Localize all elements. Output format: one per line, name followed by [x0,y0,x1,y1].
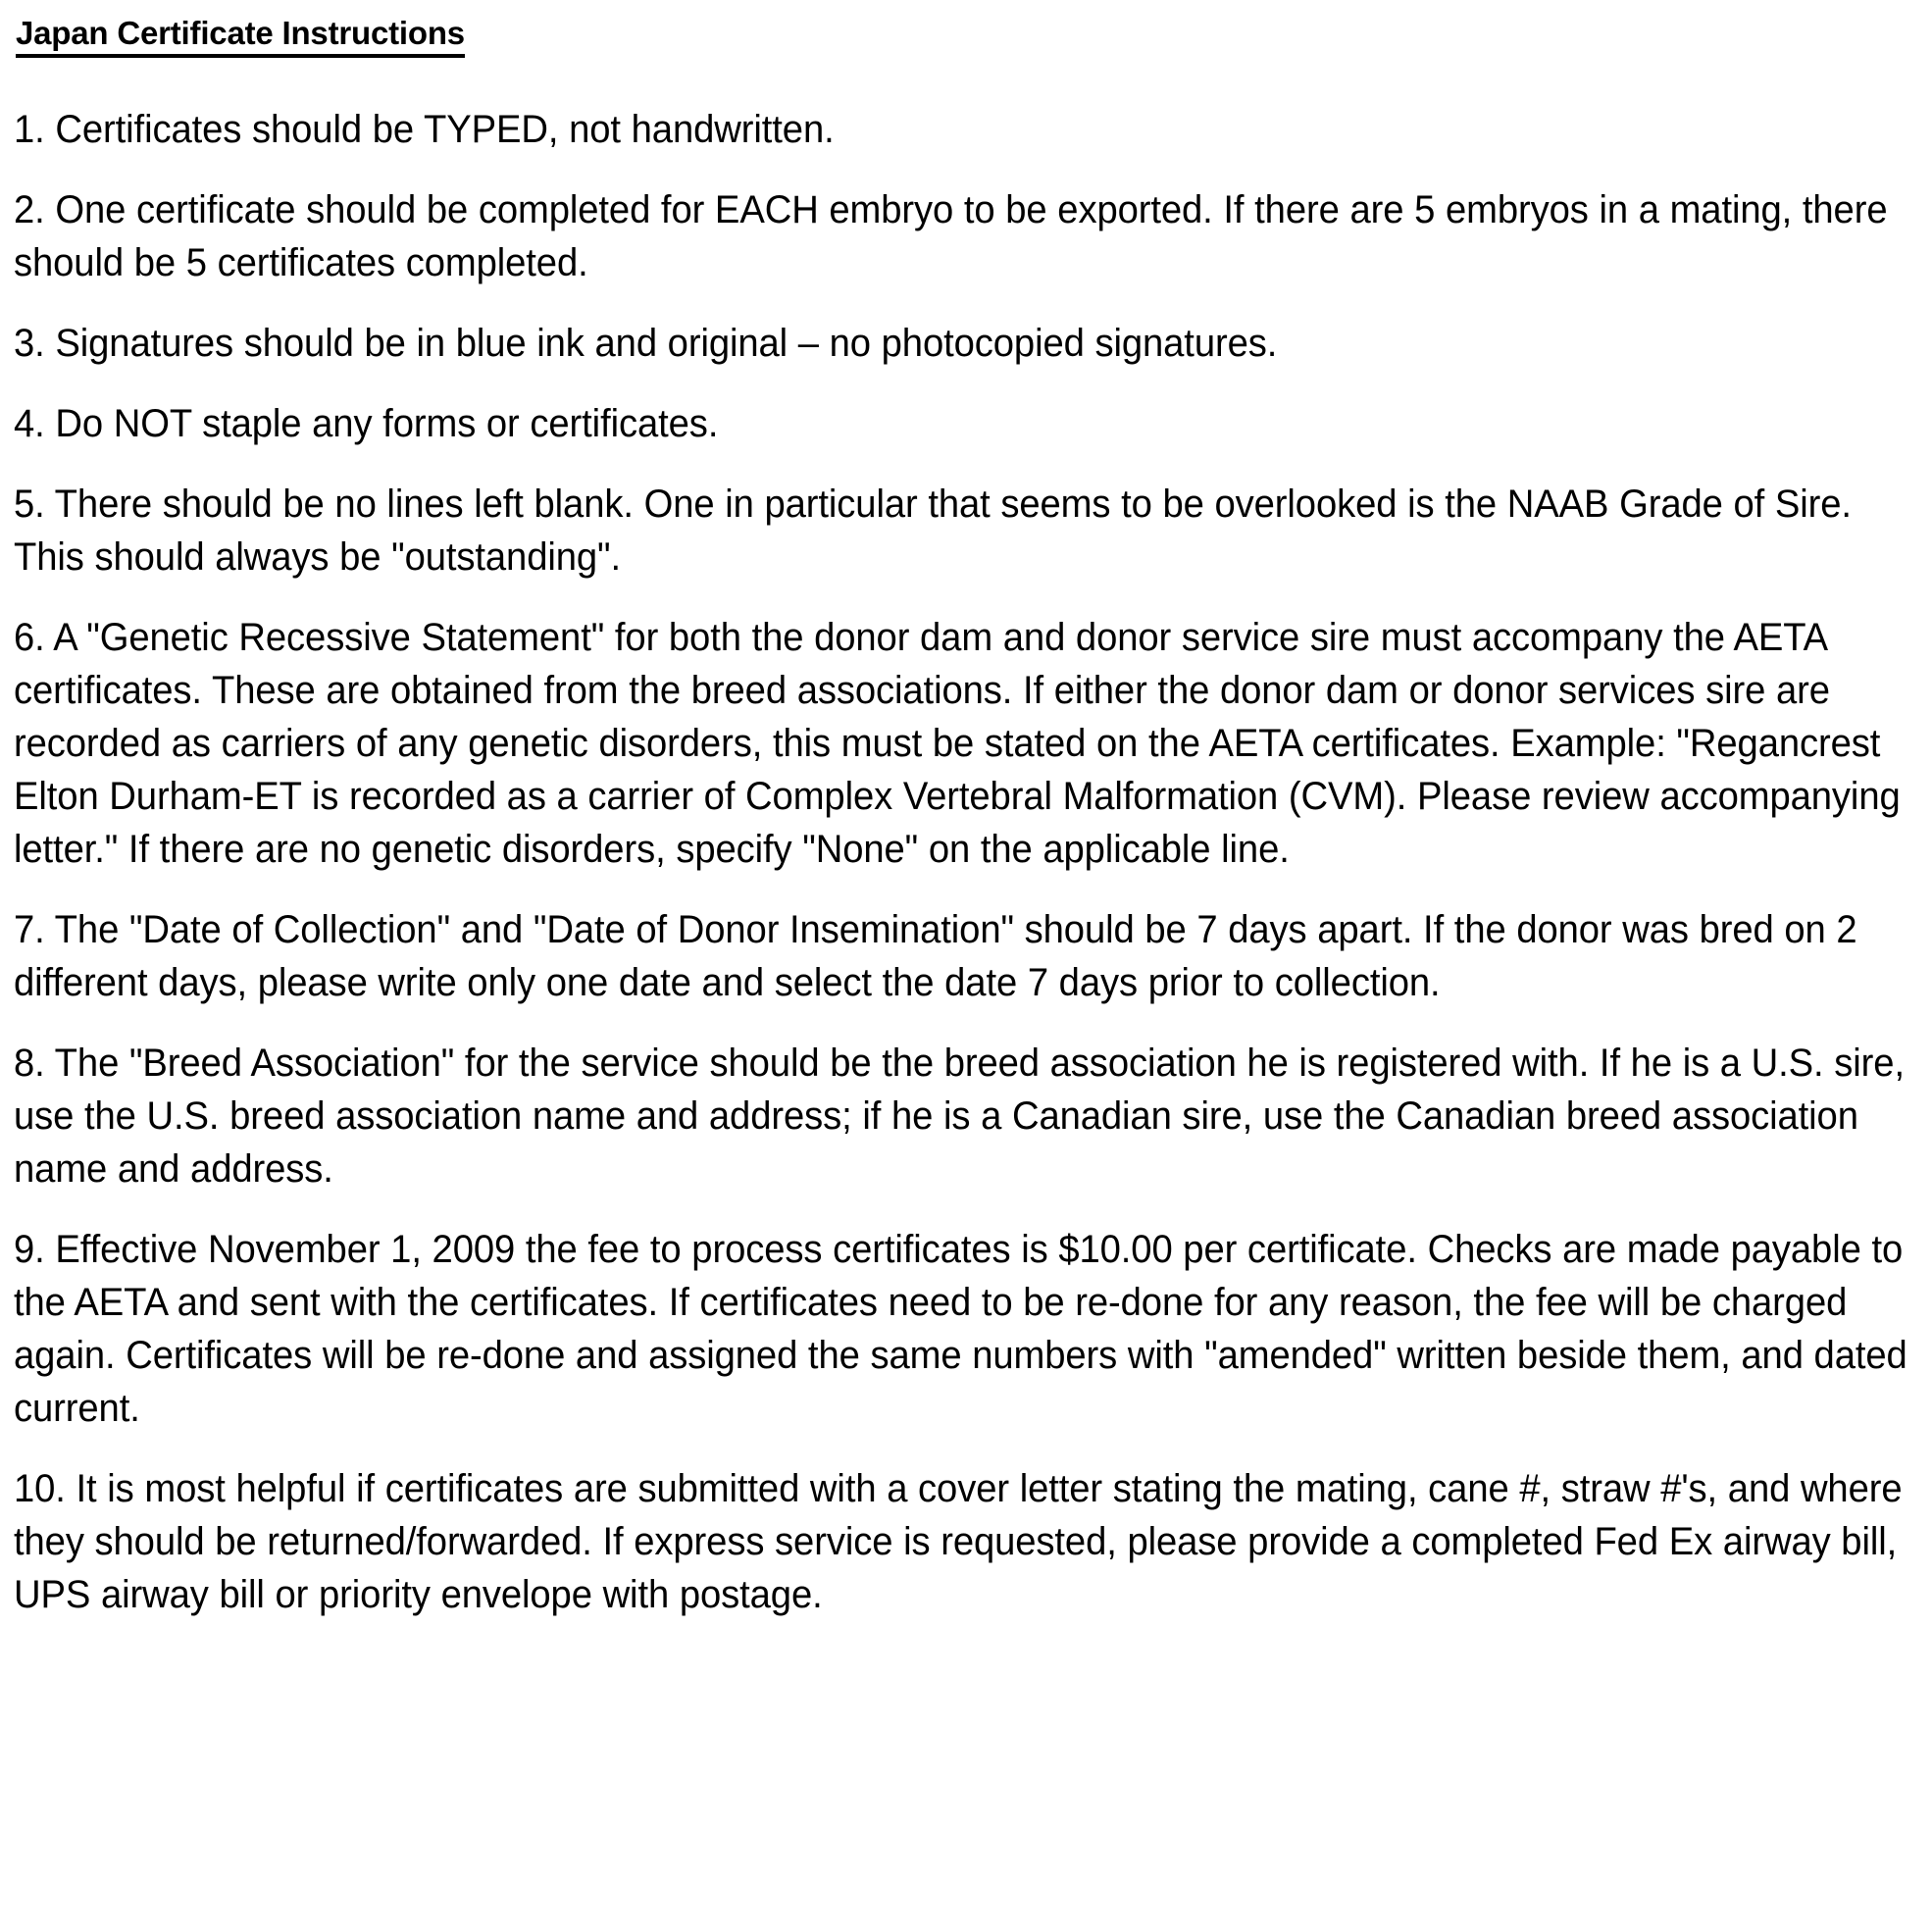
instruction-item-10: 10. It is most helpful if certificates are submitted with a cover letter stating the mating, cane #, straw #'s, and where they should be returned/forwarded. If express service is requested, please provide a completed Fed Ex airway bill, UPS airway bill or priority envelope with postage. [14,1467,1903,1616]
instruction-item-5: 5. There should be no lines left blank. One in particular that seems to be overlooked is the NAAB Grade of Sire. This should always be "outstanding". [14,483,1852,579]
page-title: Japan Certificate Instructions [16,14,465,58]
instruction-item-9: 9. Effective November 1, 2009 the fee to process certificates is $10.00 per certificate. Checks are made payable to the AETA and sent with the certificates. If certificates need to be re-done for any reason, the fee will be charged again. Certificates will be re-done and assigned the same numbers with "amended" written beside them, and dated current. [14,1228,1907,1430]
instructions-list [14,103,1916,1621]
instruction-item-3: 3. Signatures should be in blue ink and original – no photocopied signatures. [14,322,1278,365]
instruction-item-2: 2. One certificate should be completed for EACH embryo to be exported. If there are 5 embryos in a mating, there should be 5 certificates completed. [14,188,1888,284]
instruction-item-6: 6. A "Genetic Recessive Statement" for both the donor dam and donor service sire must accompany the AETA certificates. These are obtained from the breed associations. If either the donor dam or donor services sire are recorded as carriers of any genetic disorders, this must be stated on the AETA certificates. Example: "Regancrest Elton Durham-ET is recorded as a carrier of Complex Vertebral Malformation (CVM). Please review accompanying letter." If there are no genetic disorders, specify "None" on the applicable line. [14,616,1901,871]
instruction-item-8: 8. The "Breed Association" for the service should be the breed association he is registered with. If he is a U.S. sire, use the U.S. breed association name and address; if he is a Canadian sire, use the Canadian breed association name and address. [14,1042,1905,1191]
instruction-item-4: 4. Do NOT staple any forms or certificates. [14,402,719,445]
instruction-item-1: 1. Certificates should be TYPED, not handwritten. [14,108,835,151]
instruction-item-7: 7. The "Date of Collection" and "Date of Donor Insemination" should be 7 days apart. If the donor was bred on 2 different days, please write only one date and select the date 7 days prior to collection. [14,908,1857,1004]
